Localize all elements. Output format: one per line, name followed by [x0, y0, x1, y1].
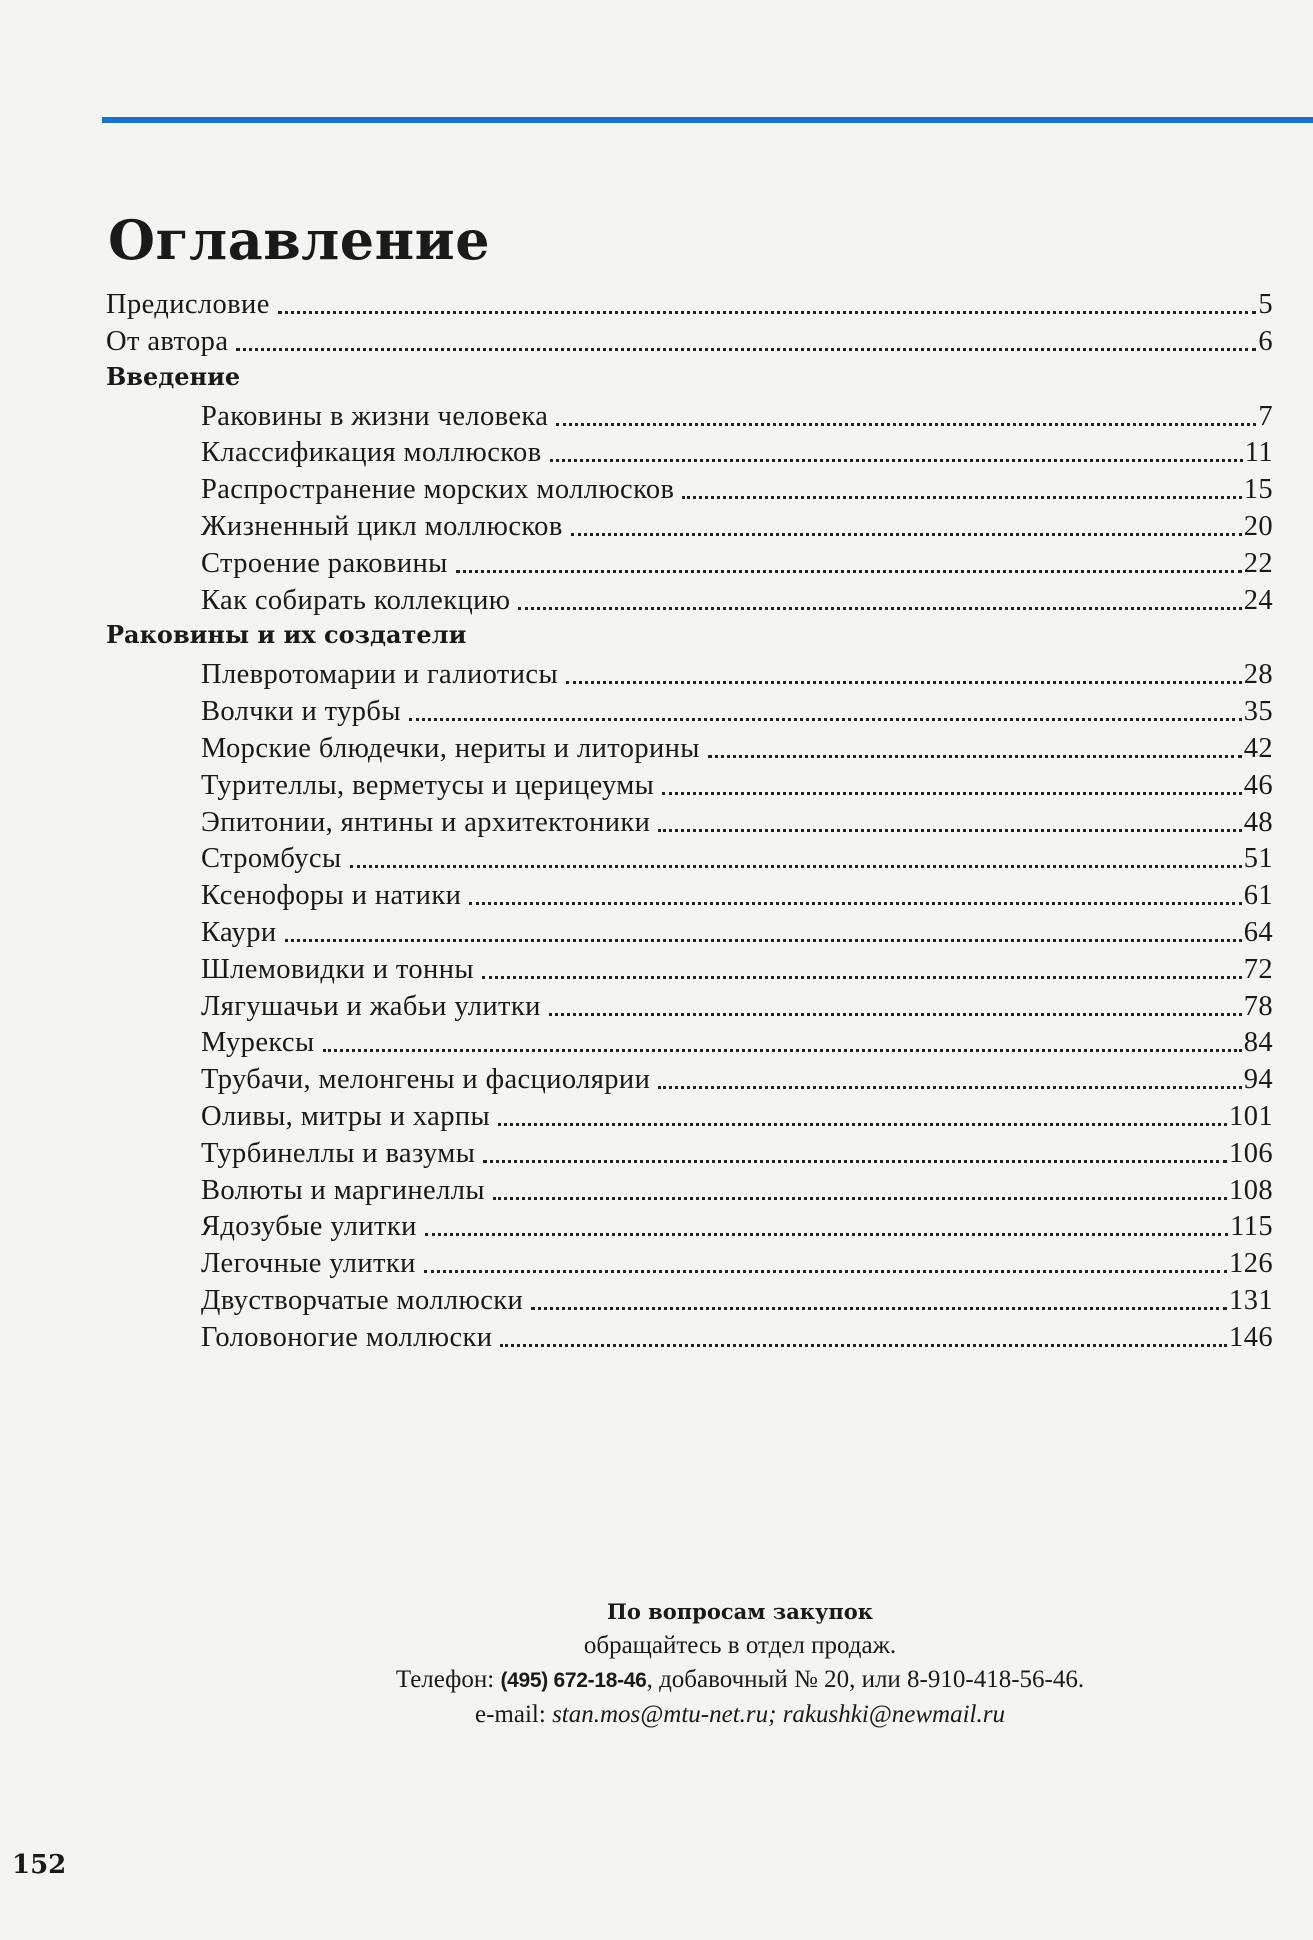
- toc-entry-title: Волюты и маргинеллы: [201, 1174, 485, 1206]
- toc-entry-page: 20: [1243, 511, 1273, 542]
- toc-entry-title: Волчки и турбы: [201, 696, 401, 728]
- dot-leader: [658, 829, 1241, 832]
- toc-entry-title: Жизненный цикл моллюсков: [201, 511, 563, 542]
- toc-entry-page: 131: [1229, 1285, 1273, 1316]
- toc-entry-page: 115: [1230, 1211, 1273, 1243]
- dot-leader: [708, 755, 1242, 758]
- toc-entry: [201, 547, 1273, 581]
- toc-entry: [201, 400, 1273, 434]
- page-number: 152: [12, 1850, 67, 1880]
- toc-entry-page: 94: [1243, 1064, 1273, 1096]
- dot-leader: [456, 570, 1242, 573]
- page-title: Оглавление: [108, 208, 491, 272]
- toc-entry-page: 106: [1229, 1137, 1273, 1169]
- toc-entry: [201, 1321, 1273, 1355]
- dot-leader: [236, 348, 1256, 351]
- top-blue-rule: [102, 117, 1313, 123]
- toc-entry: [201, 916, 1273, 950]
- toc-entry: [201, 732, 1273, 766]
- dot-leader: [531, 1307, 1227, 1310]
- toc-entry-page: 28: [1243, 659, 1273, 691]
- toc-entry-title: Шлемовидки и тонны: [201, 953, 474, 985]
- dot-leader: [285, 939, 1242, 942]
- toc-entry: [201, 990, 1273, 1024]
- toc-entry: [201, 1137, 1273, 1171]
- dot-leader: [498, 1123, 1227, 1126]
- toc-entry: [201, 695, 1273, 729]
- dot-leader: [549, 1013, 1242, 1016]
- dot-leader: [658, 1086, 1241, 1089]
- dot-leader: [500, 1344, 1227, 1347]
- dot-leader: [566, 681, 1242, 684]
- toc-entry: [201, 1100, 1273, 1134]
- toc-entry-title: Плевротомарии и галиотисы: [201, 659, 559, 691]
- toc-entry-page: 24: [1243, 584, 1273, 616]
- toc-entry-title: Распространение морских моллюсков: [201, 474, 675, 506]
- toc-entry-page: 15: [1243, 474, 1273, 506]
- toc-entry-title: Каури: [201, 917, 277, 948]
- toc-entry-page: 11: [1244, 437, 1273, 469]
- dot-leader: [483, 1160, 1227, 1163]
- toc-entry-page: 126: [1229, 1248, 1273, 1280]
- toc-entry-page: 7: [1258, 400, 1273, 432]
- dot-leader: [424, 1270, 1227, 1273]
- toc-entry: [201, 1026, 1273, 1060]
- toc-entry-title: Стромбусы: [201, 843, 342, 875]
- toc-entry-page: 51: [1243, 843, 1273, 875]
- sales-contact-block: [300, 1595, 1180, 1732]
- toc-entry-page: 35: [1243, 696, 1273, 728]
- toc-entry-page: 64: [1243, 917, 1273, 948]
- toc-entry-title: Эпитонии, янтины и архитектоники: [201, 806, 651, 838]
- toc-entry-page: 6: [1258, 325, 1273, 357]
- toc-entry: [201, 1247, 1273, 1281]
- contact-line: обращайтесь в отдел продаж.: [583, 1632, 897, 1659]
- toc-entry: [106, 325, 1273, 359]
- phone-number: (495) 672-18-46: [500, 1669, 647, 1692]
- toc-entry-page: 5: [1258, 289, 1273, 320]
- toc-entry: [201, 953, 1273, 987]
- toc-entry: [201, 658, 1273, 692]
- email-label: e-mail:: [475, 1701, 553, 1728]
- toc-entry-title: Мурексы: [201, 1027, 315, 1059]
- toc-entry-title: Предисловие: [106, 289, 270, 320]
- dot-leader: [469, 902, 1241, 905]
- toc-entry-title: Как собирать коллекцию: [201, 584, 511, 616]
- toc-entry-title: Оливы, митры и харпы: [201, 1101, 491, 1132]
- toc-entry-title: Морские блюдечки, нериты и литорины: [201, 733, 700, 764]
- toc-entry-page: 22: [1243, 547, 1273, 579]
- toc-entry-title: Головоногие моллюски: [201, 1321, 493, 1353]
- toc-entry: [106, 288, 1273, 322]
- toc-entry-page: 101: [1229, 1101, 1273, 1132]
- toc-entry-title: Турителлы, верметусы и церицеумы: [201, 769, 655, 801]
- email-addresses: stan.mos@mtu-net.ru; rakushki@newmail.ru: [552, 1701, 1005, 1728]
- toc-entry: [201, 473, 1273, 507]
- phone-label: Телефон:: [395, 1666, 501, 1693]
- dot-leader: [425, 1233, 1228, 1236]
- toc-entry-page: 46: [1243, 769, 1273, 801]
- contact-phone-line: [300, 1663, 1180, 1698]
- toc-entry-page: 61: [1243, 880, 1273, 912]
- dot-leader: [556, 423, 1256, 426]
- toc-entry: [201, 1210, 1273, 1244]
- toc-entry-title: Турбинеллы и вазумы: [201, 1137, 476, 1169]
- toc-entry-title: Ксенофоры и натики: [201, 880, 462, 912]
- toc-entry-page: 108: [1229, 1174, 1273, 1206]
- toc-entry: [201, 1174, 1273, 1208]
- toc-entry-page: 146: [1229, 1321, 1273, 1353]
- toc-entry-page: 84: [1243, 1027, 1273, 1059]
- toc-entry: [201, 584, 1273, 618]
- toc-entry: [201, 806, 1273, 840]
- dot-leader: [278, 311, 1257, 314]
- toc-entry-page: 48: [1243, 806, 1273, 838]
- toc-entry-title: Раковины в жизни человека: [201, 400, 549, 432]
- dot-leader: [482, 976, 1242, 979]
- dot-leader: [323, 1049, 1242, 1052]
- toc-entry-title: Строение раковины: [201, 547, 448, 579]
- toc-entry: [201, 436, 1273, 470]
- toc-entry: [201, 510, 1273, 544]
- dot-leader: [409, 718, 1242, 721]
- toc-entry-title: Легочные улитки: [201, 1248, 416, 1280]
- toc-entry-page: 42: [1243, 733, 1273, 764]
- toc-entry-title: Двустворчатые моллюски: [201, 1285, 524, 1316]
- contact-heading: По вопросам закупок: [607, 1599, 873, 1624]
- toc-entry: [201, 1284, 1273, 1318]
- toc-section-heading: Раковины и их создатели: [106, 620, 467, 650]
- toc-entry: [201, 879, 1273, 913]
- toc-entry-title: От автора: [106, 325, 229, 357]
- toc-entry-title: Трубачи, мелонгены и фасциолярии: [201, 1064, 651, 1096]
- toc-entry: [201, 769, 1273, 803]
- dot-leader: [518, 607, 1241, 610]
- contact-email-line: [300, 1698, 1180, 1732]
- dot-leader: [493, 1197, 1227, 1200]
- dot-leader: [350, 865, 1242, 868]
- toc-entry-title: Лягушачьи и жабьи улитки: [201, 990, 541, 1022]
- toc-entry-title: Классификация моллюсков: [201, 437, 542, 469]
- phone-extra: , добавочный № 20, или 8-910-418-56-46.: [646, 1666, 1085, 1693]
- dot-leader: [662, 792, 1241, 795]
- toc-entry-page: 78: [1243, 990, 1273, 1022]
- toc-entry: [201, 1063, 1273, 1097]
- toc-entry: [201, 842, 1273, 876]
- toc-entry-page: 72: [1243, 953, 1273, 985]
- dot-leader: [550, 459, 1243, 462]
- dot-leader: [571, 533, 1242, 536]
- dot-leader: [682, 496, 1241, 499]
- toc-entry-title: Ядозубые улитки: [201, 1211, 417, 1243]
- toc-section-heading: Введение: [106, 361, 241, 391]
